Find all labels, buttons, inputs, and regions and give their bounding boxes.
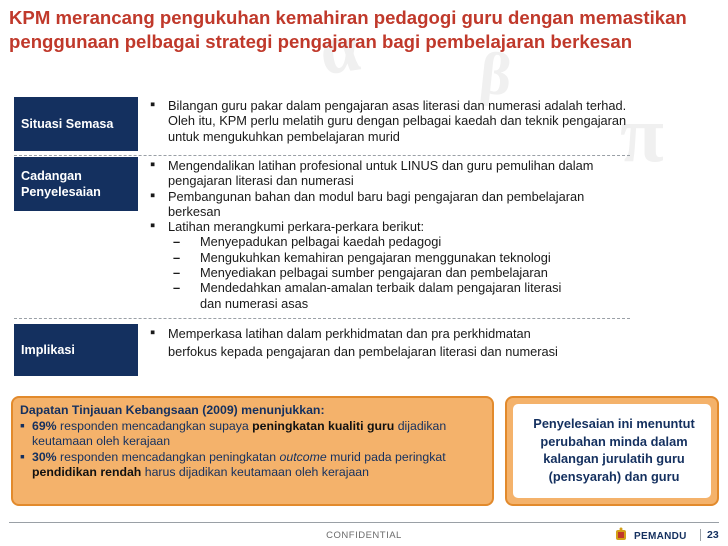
section-cadangan-content	[148, 158, 618, 311]
bullet-item: ▪ Memperkasa latihan dalam perkhidmatan dan pra perkhidmatan berfokus kepada pengajaran dan pembelajaran literasi dan numerasi	[148, 325, 578, 360]
page-title: KPM merancang pengukuhan kemahiran pedagogi guru dengan memastikan penggunaan pelbagai strategi pengajaran bagi pembelajaran berkesan	[9, 7, 687, 52]
section-label: Implikasi	[21, 343, 75, 357]
sub-bullet-item: – Mendedahkan amalan-amalan terbaik dalam pengajaran literasi dan numerasi asas	[148, 280, 578, 311]
divider	[14, 155, 630, 156]
sub-bullet-item: – Mengukuhkan kemahiran pengajaran menggunakan teknologi	[148, 250, 618, 265]
sub-bullet-item: – Menyepadukan pelbagai kaedah pedagogi	[148, 234, 618, 249]
section-situasi-content	[148, 98, 628, 144]
label-cadangan-penyelesaian	[14, 157, 138, 211]
survey-text-part: dijadikan keutamaan oleh kerajaan	[32, 418, 447, 448]
survey-text-part: harus dijadikan keutamaan oleh kerajaan	[141, 465, 369, 479]
survey-italic: outcome	[279, 449, 327, 464]
label-situasi-semasa	[14, 97, 138, 151]
divider	[14, 318, 630, 319]
section-label: Situasi Semasa	[21, 117, 114, 131]
survey-pct: 69%	[32, 418, 57, 433]
survey-emphasis: pendidikan rendah	[32, 465, 142, 479]
survey-text-part: murid pada peringkat	[326, 449, 446, 464]
label-implikasi	[14, 324, 138, 376]
bullet-item: ▪ Pembangunan bahan dan modul baru bagi pengajaran dan pembelajaran berkesan	[148, 189, 618, 220]
footer-divider	[9, 522, 719, 523]
section-label: Cadangan Penyelesaian	[21, 169, 101, 199]
callout-text: Penyelesaian ini menuntut perubahan minda dalam kalangan jurulatih guru (pensyarah) dan guru	[533, 416, 695, 484]
confidential-label: CONFIDENTIAL	[326, 530, 402, 541]
bullet-item: ▪ Latihan merangkumi perkara-perkara berikut:	[148, 219, 618, 234]
malaysia-crest-icon	[612, 527, 630, 543]
survey-text	[20, 403, 480, 481]
background-watermark: α β π	[314, 8, 664, 179]
sub-bullet-item: – Menyediakan pelbagai sumber pengajaran dan pembelajaran	[148, 265, 618, 280]
survey-text-part: responden mencadangkan peningkatan	[56, 449, 280, 464]
section-implikasi-content	[148, 325, 578, 360]
page-number: 23	[700, 529, 719, 541]
pemandu-logo: PEMANDU	[634, 531, 687, 542]
survey-pct: 30%	[32, 449, 57, 464]
survey-item-1	[20, 419, 480, 450]
survey-item-2	[20, 450, 480, 481]
bullet-item: ▪ Bilangan guru pakar dalam pengajaran asas literasi dan numerasi adalah terhad. Oleh itu, KPM perlu melatih guru dengan pelbagai kaedah dan teknik pengajaran untuk mengukuhkan pembelajaran murid	[148, 98, 628, 144]
bullet-item: ▪ Mengendalikan latihan profesional untuk LINUS dan guru pemulihan dalam pengajaran literasi dan numerasi	[148, 158, 618, 189]
survey-text-part: responden mencadangkan supaya	[56, 418, 253, 433]
survey-heading: Dapatan Tinjauan Kebangsaan (2009) menunjukkan:	[20, 403, 325, 417]
survey-emphasis: peningkatan kualiti guru	[252, 418, 395, 433]
